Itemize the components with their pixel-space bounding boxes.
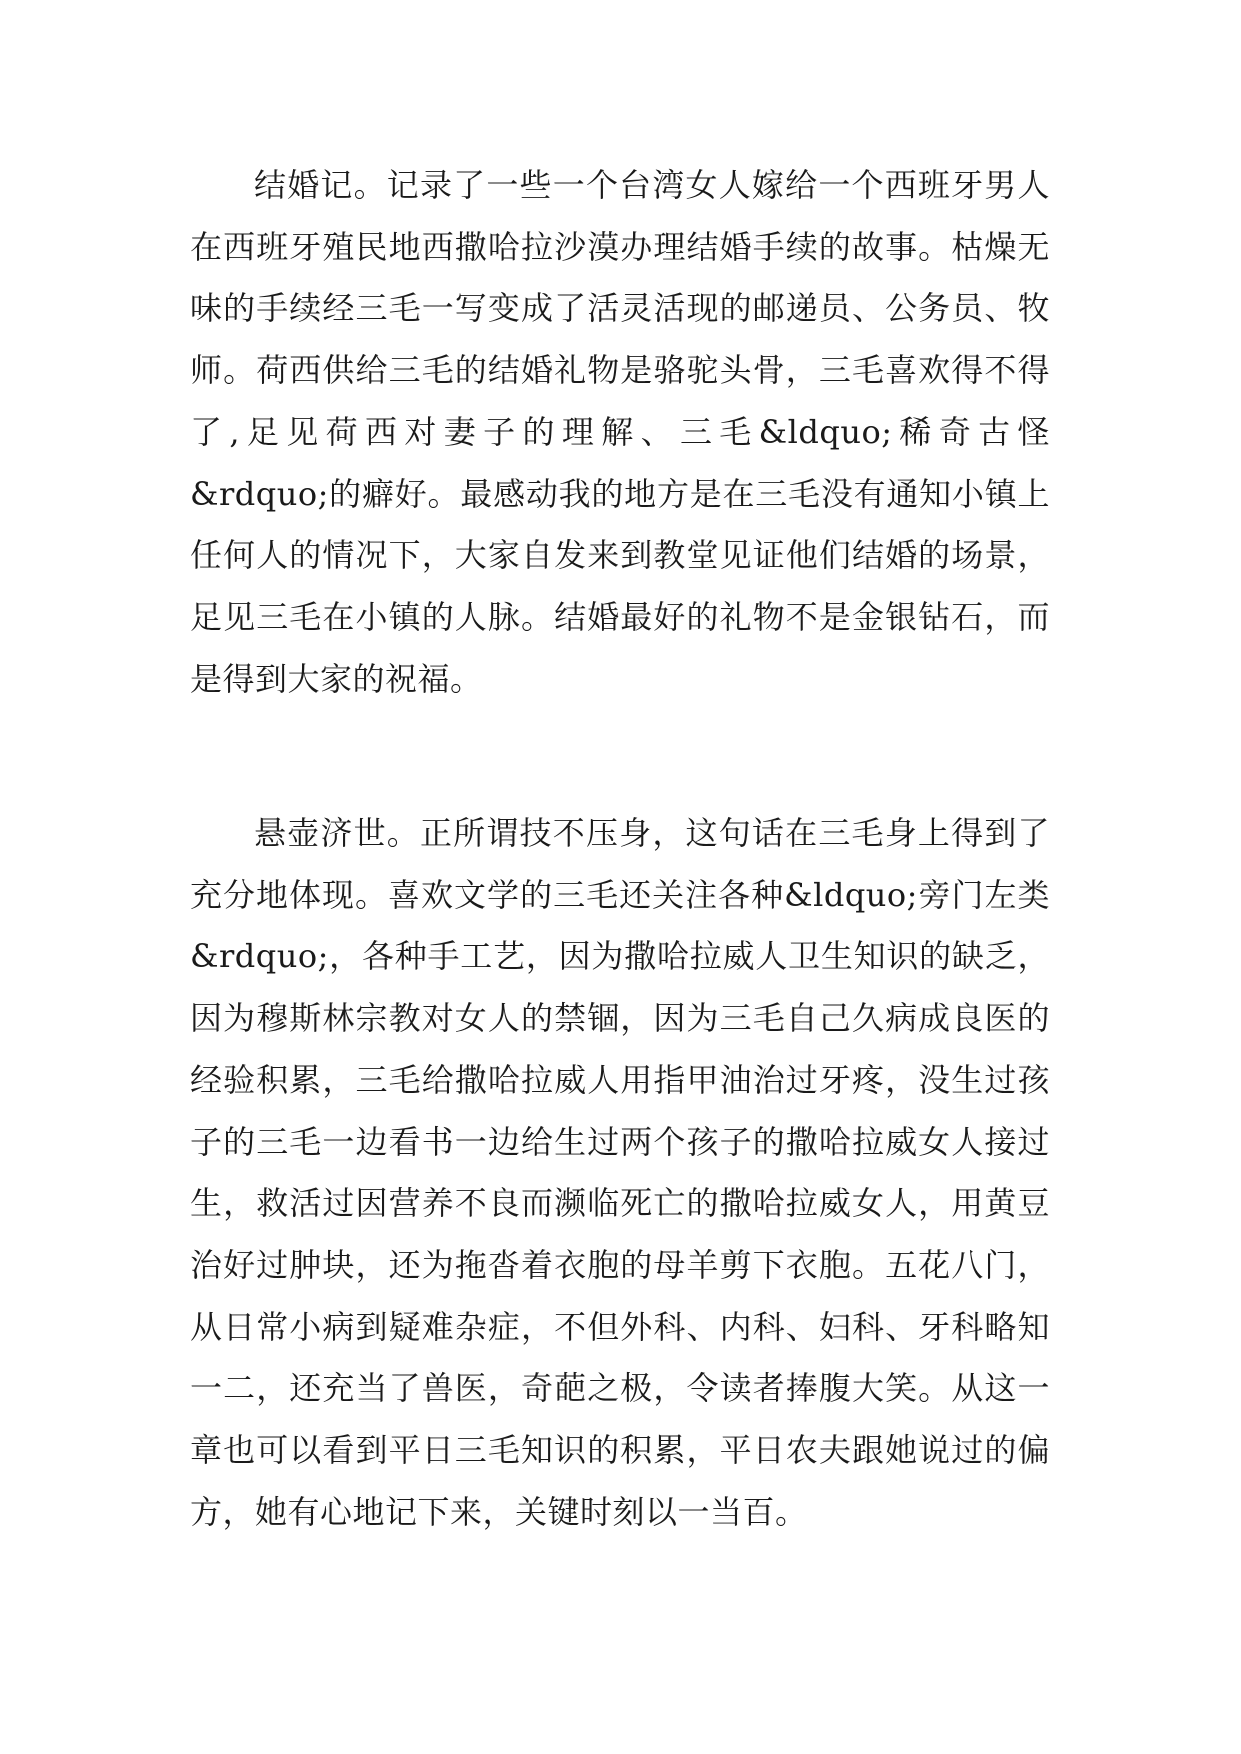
paragraph-wedding: 结婚记。记录了一些一个台湾女人嫁给一个西班牙男人在西班牙殖民地西撒哈拉沙漠办理结婚手续的故事。枯燥无味的手续经三毛一写变成了活灵活现的邮递员、公务员、牧师。荷西供给三毛的结婚礼物是骆驼头骨，三毛喜欢得不得了,足见荷西对妻子的理解、三毛&ldquo;稀奇古怪&rdquo;的癖好。最感动我的地方是在三毛没有通知小镇上任何人的情况下，大家自发来到教堂见证他们结婚的场景，足见三毛在小镇的人脉。结婚最好的礼物不是金银钻石，而是得到大家的祝福。 (190, 166, 1050, 698)
paragraph-medicine: 悬壶济世。正所谓技不压身，这句话在三毛身上得到了充分地体现。喜欢文学的三毛还关注各种&ldquo;旁门左类&rdquo;，各种手工艺，因为撒哈拉威人卫生知识的缺乏，因为穆斯林宗教对女人的禁锢，因为三毛自己久病成良医的经验积累，三毛给撒哈拉威人用指甲油治过牙疼，没生过孩子的三毛一边看书一边给生过两个孩子的撒哈拉威女人接过生，救活过因营养不良而濒临死亡的撒哈拉威女人，用黄豆治好过肿块，还为拖沓着衣胞的母羊剪下衣胞。五花八门，从日常小病到疑难杂症，不但外科、内科、妇科、牙科略知一二，还充当了兽医，奇葩之极，令读者捧腹大笑。从这一章也可以看到平日三毛知识的积累，平日农夫跟她说过的偏方，她有心地记下来，关键时刻以一当百。 (190, 814, 1050, 1531)
